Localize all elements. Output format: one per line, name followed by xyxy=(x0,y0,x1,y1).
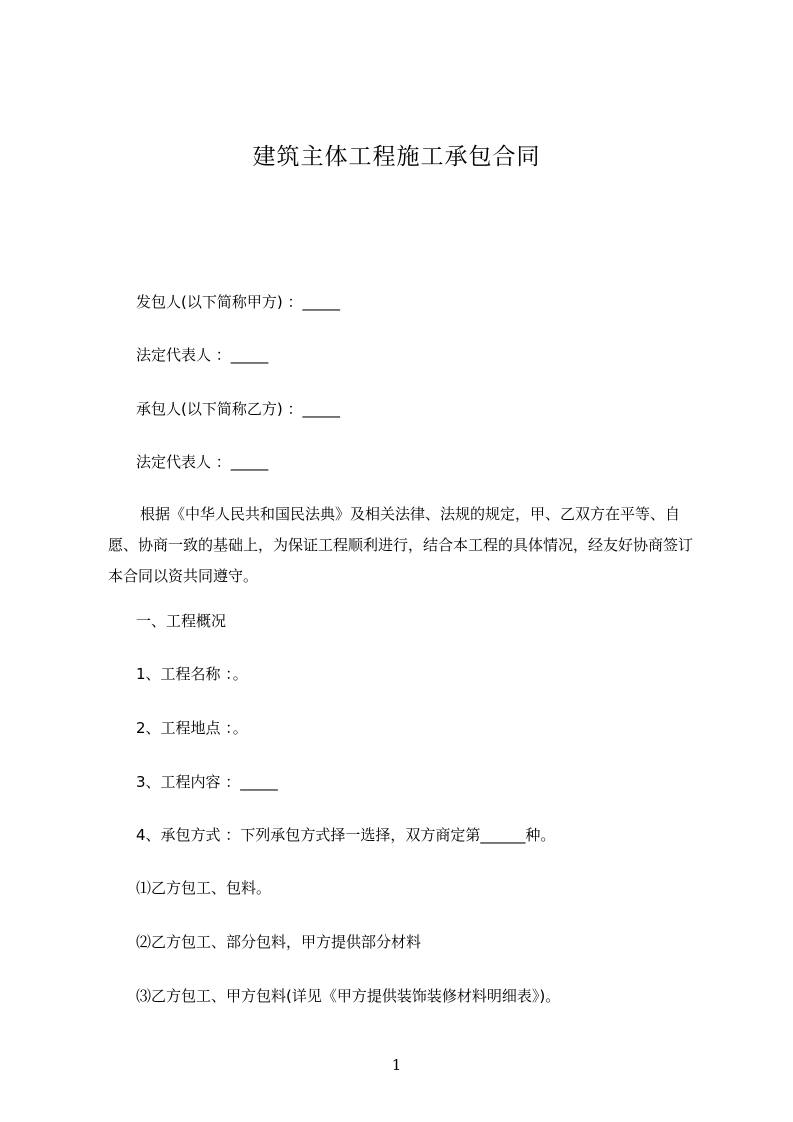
method-option-1: ⑴乙方包工、包料。 xyxy=(136,879,272,897)
section-heading-overview: 一、工程概况 xyxy=(136,612,227,630)
employer-representative-line: 法定代表人 ：_____ xyxy=(136,346,269,364)
page-number: 1 xyxy=(391,1056,402,1074)
document-title: 建筑主体工程施工承包合同 xyxy=(252,144,541,170)
contract-method-line: 4、承包方式 ：下列承包方式择一选择，双方商定第______种。 xyxy=(136,826,556,844)
project-name-line: 1、工程名称 ：。 xyxy=(136,665,248,683)
project-content-line: 3、工程内容 ：_____ xyxy=(136,773,278,791)
intro-paragraph xyxy=(108,499,698,592)
intro-text: 根据《中华人民共和国民法典》及相关法律、法规的规定，甲、乙双方在平等、自愿、协商一致的基础上，为保证工程顺利进行，结合本工程的具体情况，经友好协商签订本合同以资共同遵守。 xyxy=(108,505,694,585)
employer-line: 发包人(以下简称甲方) ：_____ xyxy=(136,293,340,311)
project-location-line: 2、工程地点 ：。 xyxy=(136,719,248,737)
method-option-2: ⑵乙方包工、部分包料，甲方提供部分材料 xyxy=(136,933,422,951)
method-option-3: ⑶乙方包工、甲方包料(详见《甲方提供装饰装修材料明细表》)。 xyxy=(136,987,561,1005)
contractor-representative-line: 法定代表人 ：_____ xyxy=(136,453,269,471)
contractor-line: 承包人(以下简称乙方) ：_____ xyxy=(136,400,340,418)
